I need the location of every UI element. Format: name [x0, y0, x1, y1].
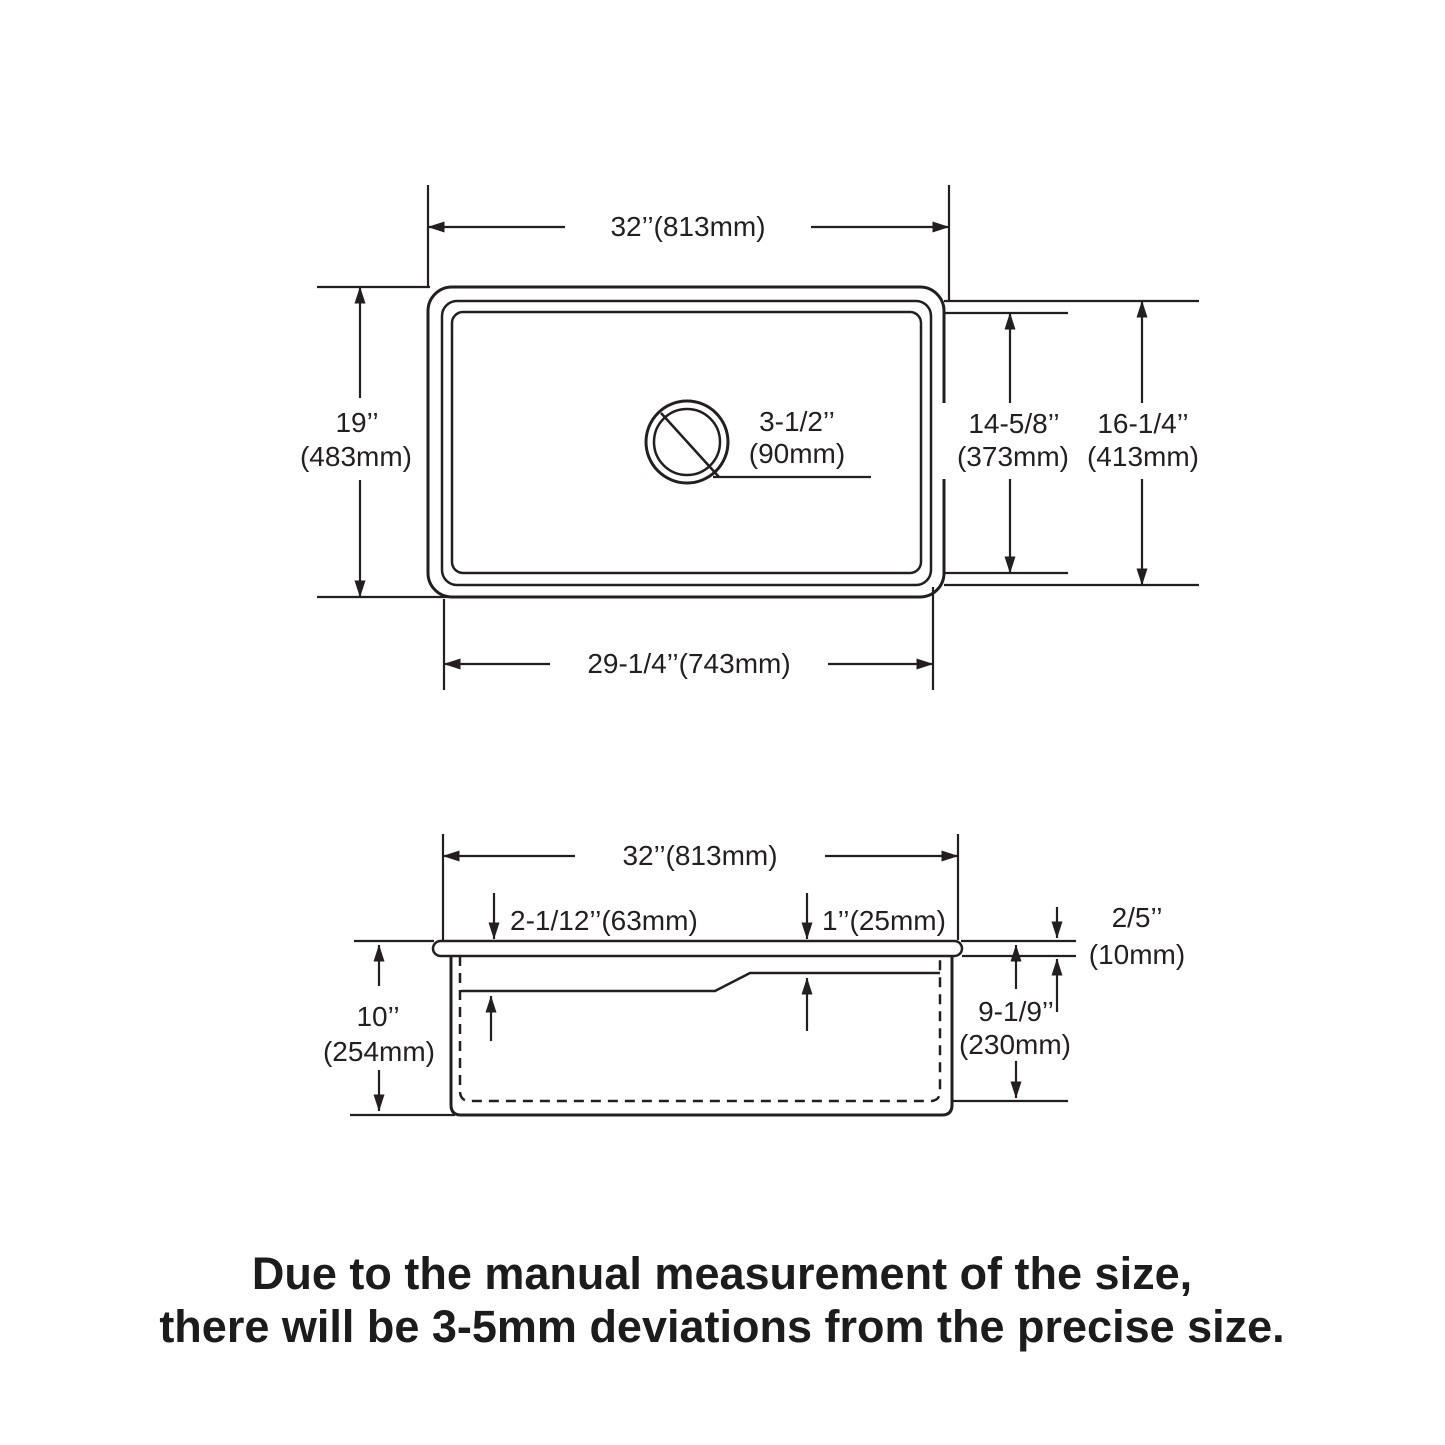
side-view — [323, 834, 1185, 1115]
depth-label-mm: (483mm) — [299, 441, 413, 472]
bowl-outer-depth-label-mm: (413mm) — [1086, 441, 1200, 472]
sink-inner-dashed-outline — [460, 956, 940, 1101]
sink-sloped-bottom-line — [461, 973, 940, 991]
right-ledge-label: 1’’(25mm) — [822, 905, 946, 936]
drain-label-inches: 3-1/2’’ — [759, 406, 835, 437]
bowl-height-label-mm: (230mm) — [958, 1029, 1072, 1060]
sink-body-outline — [451, 956, 952, 1115]
overall-height-label-mm: (254mm) — [322, 1036, 436, 1067]
bowl-inner-depth-label-mm: (373mm) — [956, 441, 1070, 472]
side-width-label: 32’’(813mm) — [622, 840, 778, 871]
overall-height-label-inches: 10’’ — [356, 1001, 400, 1032]
bowl-width-label: 29-1/4’’(743mm) — [587, 648, 791, 679]
depth-label-inches: 19’’ — [335, 407, 379, 438]
top-width-label: 32’’(813mm) — [610, 211, 766, 242]
bowl-height-label-inches: 9-1/9’’ — [978, 996, 1054, 1027]
sink-rim-edge — [442, 301, 931, 585]
note-line-1: Due to the manual measurement of the size, — [251, 1248, 1193, 1299]
top-view — [294, 185, 1215, 690]
bowl-inner-depth-label-inches: 14-5/8’’ — [968, 408, 1060, 439]
bowl-outer-depth-label-inches: 16-1/4’’ — [1097, 408, 1189, 439]
drain-slash — [661, 413, 719, 477]
note-line-2: there will be 3-5mm deviations from the precise size. — [159, 1301, 1285, 1352]
rim-thickness-label-inches: 2/5’’ — [1111, 902, 1163, 933]
rim-thickness-label-mm: (10mm) — [1088, 939, 1186, 970]
drain-label-mm: (90mm) — [748, 438, 846, 469]
sink-flange — [433, 941, 962, 956]
left-ledge-label: 2-1/12’’(63mm) — [510, 905, 698, 936]
measurement-note — [159, 1248, 1284, 1352]
